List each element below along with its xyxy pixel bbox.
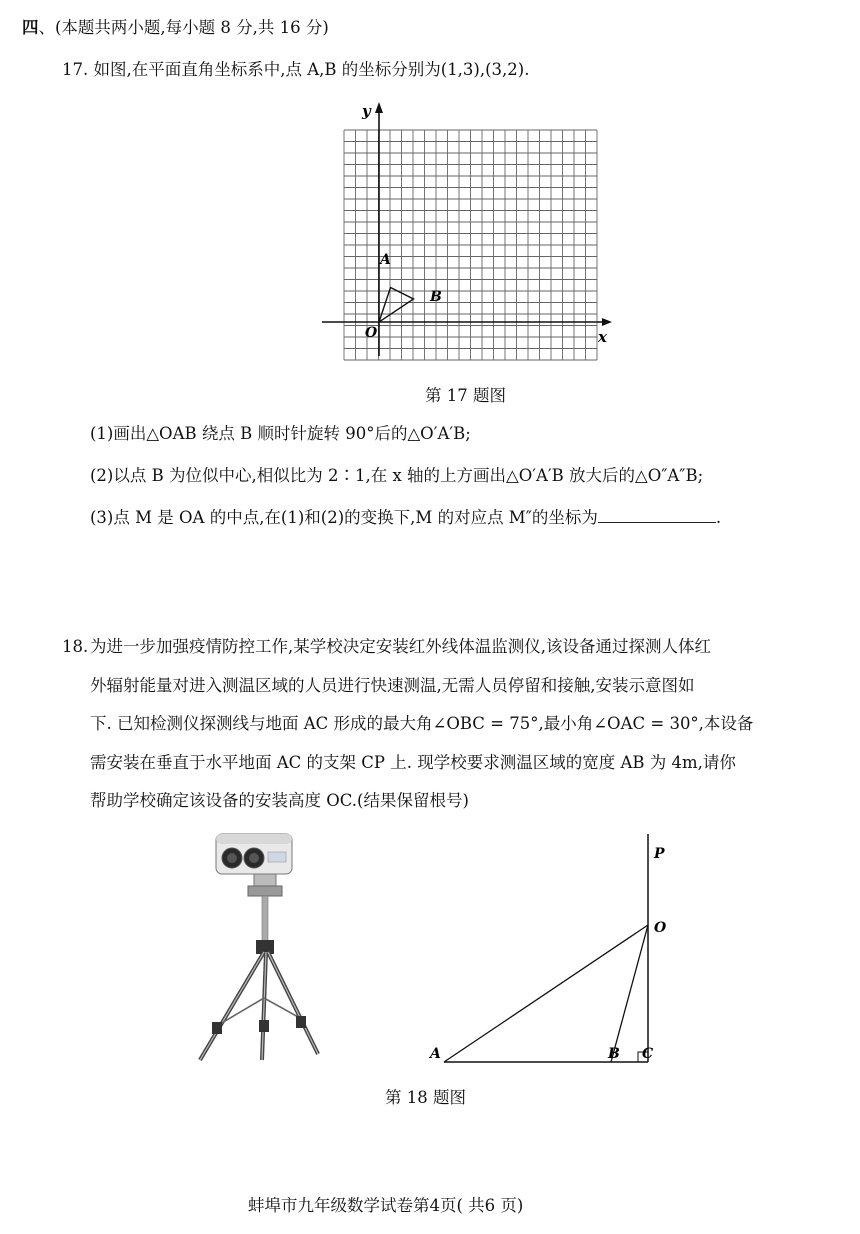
thermometer-tripod-photo — [192, 828, 322, 1064]
q17-part2: (2)以点 B 为位似中心,相似比为 2∶1,在 x 轴的上方画出△O′A′B 放大后的△O″A″B; — [90, 466, 704, 485]
q17-figure-caption: 第 17 题图 — [425, 386, 506, 405]
label-o: O — [654, 920, 667, 936]
y-axis-arrow — [375, 102, 383, 113]
segment-oa — [444, 925, 648, 1062]
label-a: A — [380, 252, 391, 268]
q18-figure-caption: 第 18 题图 — [385, 1088, 466, 1107]
label-p: P — [654, 846, 665, 862]
q18-geometry-figure — [426, 828, 676, 1068]
q17-grid-figure — [318, 96, 618, 362]
label-b: B — [430, 289, 442, 305]
label-x: x — [598, 328, 607, 346]
triangle-oab — [379, 288, 414, 323]
q17-part1: (1)画出△OAB 绕点 B 顺时针旋转 90°后的△O′A′B; — [90, 424, 471, 443]
q18-number: 18. — [62, 637, 89, 656]
label-y: y — [362, 102, 371, 120]
section-instructions: 、(本题共两小题,每小题 8 分,共 16 分) — [38, 18, 329, 37]
section-header — [22, 18, 329, 38]
answer-blank[interactable] — [598, 508, 716, 523]
label-o: O — [365, 325, 378, 341]
page-footer: 蚌埠市九年级数学试卷第4页( 共6 页) — [248, 1196, 524, 1215]
q17-part3-text: (3)点 M 是 OA 的中点,在(1)和(2)的变换下,M 的对应点 M″的坐标为 — [90, 508, 598, 527]
q17-stem: 17. 如图,在平面直角坐标系中,点 A,B 的坐标分别为(1,3),(3,2). — [62, 60, 530, 79]
label-b: B — [608, 1046, 620, 1062]
q18-line-3: 下. 已知检测仪探测线与地面 AC 形成的最大角∠OBC = 75°,最小角∠OAC = 30°,本设备 — [90, 714, 754, 733]
q18-line-4: 需安装在垂直于水平地面 AC 的支架 CP 上. 现学校要求测温区域的宽度 AB 为 4m,请你 — [90, 752, 736, 772]
q18-line-1: 为进一步加强疫情防控工作,某学校决定安装红外线体温监测仪,该设备通过探测人体红 — [90, 637, 711, 656]
label-a: A — [430, 1046, 441, 1062]
q17-part3 — [90, 508, 850, 528]
q18-line-5: 帮助学校确定该设备的安装高度 OC.(结果保留根号) — [90, 791, 469, 810]
section-number: 四 — [22, 18, 39, 37]
label-c: C — [642, 1046, 654, 1062]
q17-part3-end: . — [715, 508, 722, 527]
grid-lines — [344, 130, 597, 360]
x-axis-arrow — [602, 318, 612, 326]
q18-stem — [62, 628, 842, 821]
q18-line-2: 外辐射能量对进入测温区域的人员进行快速测温,无需人员停留和接触,安装示意图如 — [90, 675, 695, 695]
